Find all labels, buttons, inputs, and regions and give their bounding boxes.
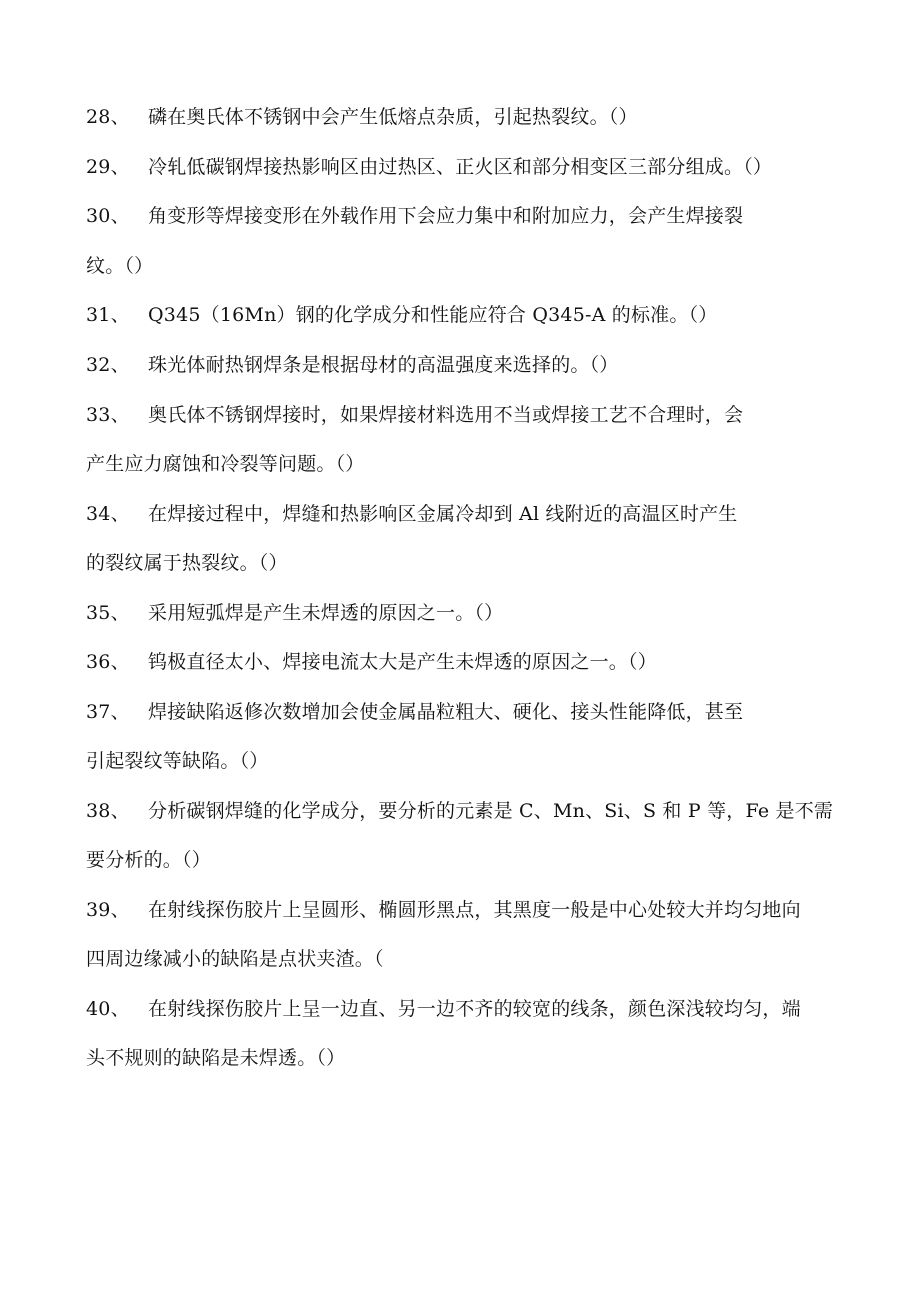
item-number: 28、 bbox=[86, 106, 130, 128]
item-30 bbox=[86, 203, 836, 229]
item-39 bbox=[86, 897, 836, 923]
item-text: 纹。（） bbox=[86, 255, 154, 277]
item-34 bbox=[86, 501, 836, 527]
item-text: Q345（16Mn）钢的化学成分和性能应符合 Q345-A 的标准。（） bbox=[148, 304, 718, 326]
item-38-continuation bbox=[86, 847, 836, 873]
item-text: 分析碳钢焊缝的化学成分，要分析的元素是 C、Mn、Si、S 和 P 等，Fe 是不需 bbox=[148, 800, 834, 822]
item-text: 珠光体耐热钢焊条是根据母材的高温强度来选择的。（） bbox=[148, 354, 619, 376]
item-33 bbox=[86, 402, 836, 428]
item-number: 37、 bbox=[86, 701, 130, 723]
item-text: 角变形等焊接变形在外载作用下会应力集中和附加应力，会产生焊接裂 bbox=[148, 205, 744, 227]
item-text: 头不规则的缺陷是未焊透。（） bbox=[86, 1047, 346, 1069]
item-text: 冷轧低碳钢焊接热影响区由过热区、正火区和部分相变区三部分组成。（） bbox=[148, 156, 773, 178]
item-text: 奥氏体不锈钢焊接时，如果焊接材料选用不当或焊接工艺不合理时，会 bbox=[148, 404, 744, 426]
item-text: 产生应力腐蚀和冷裂等问题。（） bbox=[86, 453, 365, 475]
item-40-continuation bbox=[86, 1045, 836, 1071]
item-number: 36、 bbox=[86, 651, 130, 673]
item-number: 39、 bbox=[86, 899, 130, 921]
item-40 bbox=[86, 996, 836, 1022]
item-35 bbox=[86, 600, 836, 626]
item-34-continuation bbox=[86, 550, 836, 576]
item-text: 的裂纹属于热裂纹。（） bbox=[86, 552, 288, 574]
item-28 bbox=[86, 104, 836, 130]
item-text: 在射线探伤胶片上呈圆形、椭圆形黑点，其黑度一般是中心处较大并均匀地向 bbox=[148, 899, 801, 921]
item-number: 34、 bbox=[86, 503, 130, 525]
item-31 bbox=[86, 302, 836, 328]
item-33-continuation bbox=[86, 451, 836, 477]
item-text: 钨极直径太小、焊接电流太大是产生未焊透的原因之一。（） bbox=[148, 651, 657, 673]
item-text: 引起裂纹等缺陷。（） bbox=[86, 750, 269, 772]
item-text: 四周边缘减小的缺陷是点状夹渣。（ bbox=[86, 948, 384, 970]
item-39-continuation bbox=[86, 946, 836, 972]
item-number: 35、 bbox=[86, 602, 130, 624]
item-37 bbox=[86, 699, 836, 725]
item-text: 在焊接过程中，焊缝和热影响区金属冷却到 Al 线附近的高温区时产生 bbox=[148, 503, 738, 525]
item-29 bbox=[86, 154, 836, 180]
item-32 bbox=[86, 352, 836, 378]
item-number: 33、 bbox=[86, 404, 130, 426]
item-number: 29、 bbox=[86, 156, 130, 178]
item-36 bbox=[86, 649, 836, 675]
item-number: 31、 bbox=[86, 304, 130, 326]
item-37-continuation bbox=[86, 748, 836, 774]
item-text: 采用短弧焊是产生未焊透的原因之一。（） bbox=[148, 602, 504, 624]
item-38 bbox=[86, 798, 836, 824]
item-text: 磷在奥氏体不锈钢中会产生低熔点杂质，引起热裂纹。（） bbox=[148, 106, 638, 128]
item-text: 要分析的。（） bbox=[86, 849, 211, 871]
item-text: 在射线探伤胶片上呈一边直、另一边不齐的较宽的线条，颜色深浅较均匀，端 bbox=[148, 998, 801, 1020]
item-number: 32、 bbox=[86, 354, 130, 376]
item-number: 40、 bbox=[86, 998, 130, 1020]
item-30-continuation bbox=[86, 253, 836, 279]
item-number: 30、 bbox=[86, 205, 130, 227]
item-text: 焊接缺陷返修次数增加会使金属晶粒粗大、硬化、接头性能降低，甚至 bbox=[148, 701, 744, 723]
item-number: 38、 bbox=[86, 800, 130, 822]
